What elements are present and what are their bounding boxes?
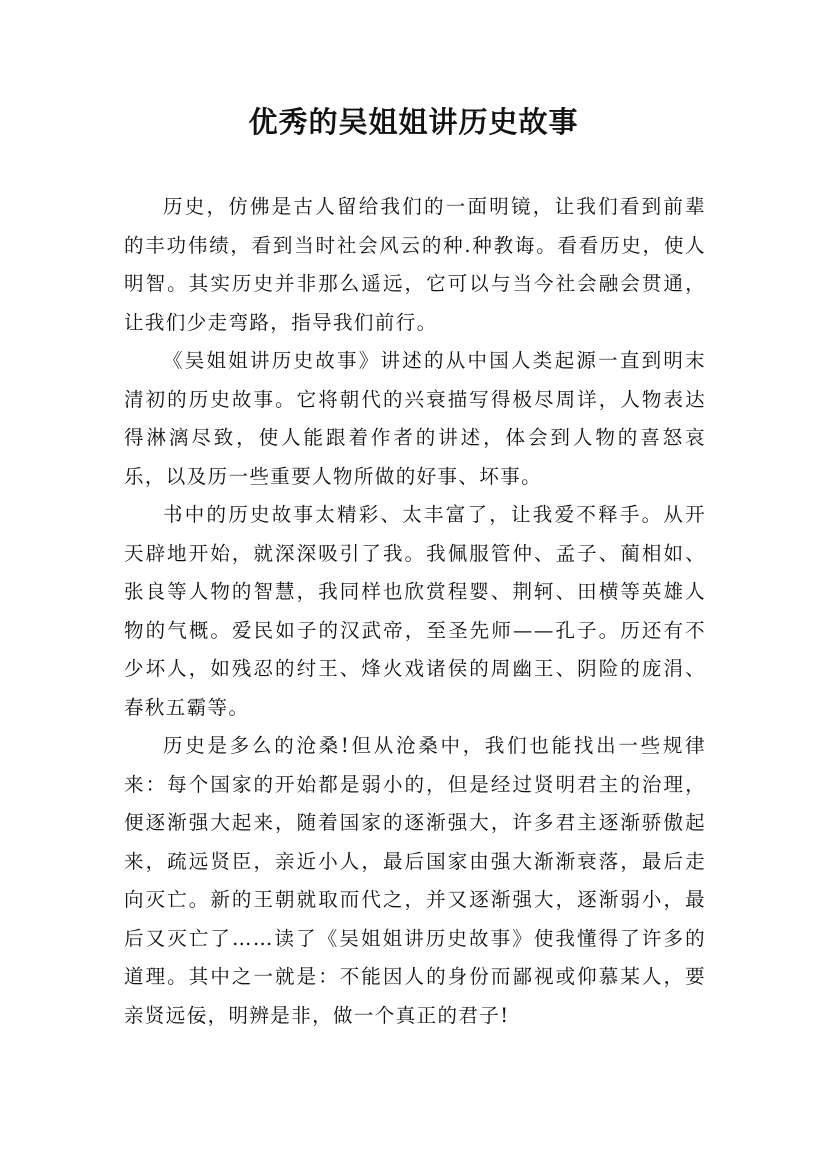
paragraph-4: 历史是多么的沧桑!但从沧桑中，我们也能找出一些规律来：每个国家的开始都是弱小的，但是经过贤明君主的治理，便逐渐强大起来，随着国家的逐渐强大，许多君主逐渐骄傲起来，疏远贤臣，亲近小人，最后国家由强大渐渐衰落，最后走向灭亡。新的王朝就取而代之，并又逐渐强大，逐渐弱小，最后又灭亡了……读了《吴姐姐讲历史故事》使我懂得了许多的道理。其中之一就是：不能因人的身份而鄙视或仰慕某人，要亲贤远佞，明辨是非，做一个真正的君子! [124, 734, 706, 1027]
document-title: 优秀的吴姐姐讲历史故事 [248, 105, 579, 139]
paragraph-3: 书中的历史故事太精彩、太丰富了，让我爱不释手。从开天辟地开始，就深深吸引了我。我佩服管仲、孟子、蔺相如、张良等人物的智慧，我同样也欣赏程婴、荆轲、田横等英雄人物的气概。爱民如子的汉武帝，至圣先师——孔子。历还有不少坏人，如残忍的纣王、烽火戏诸侯的周幽王、阴险的庞涓、春秋五霸等。 [124, 503, 706, 719]
paragraph-1: 历史，仿佛是古人留给我们的一面明镜，让我们看到前辈的丰功伟绩，看到当时社会风云的种.种教诲。看看历史，使人明智。其实历史并非那么遥远，它可以与当今社会融会贯通，让我们少走弯路，指导我们前行。 [124, 195, 706, 334]
document-body [124, 188, 706, 1035]
paragraph-2: 《吴姐姐讲历史故事》讲述的从中国人类起源一直到明末清初的历史故事。它将朝代的兴衰描写得极尽周详，人物表达得淋漓尽致，使人能跟着作者的讲述，体会到人物的喜怒哀乐，以及历一些重要人物所做的好事、坏事。 [124, 349, 706, 488]
